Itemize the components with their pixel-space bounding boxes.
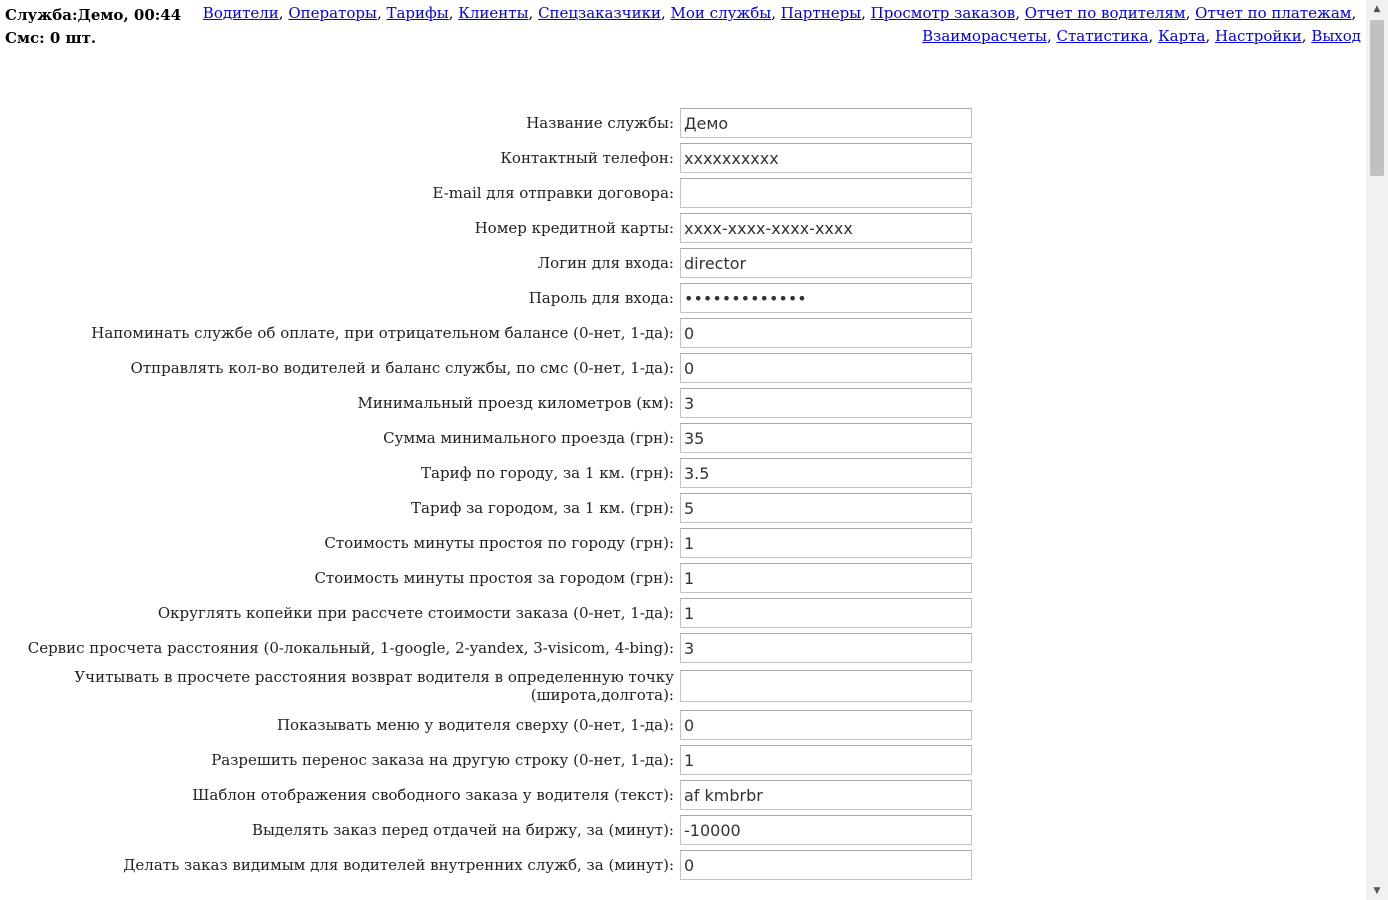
scroll-up-arrow-icon[interactable]: ▲ [1373, 4, 1381, 14]
status-panel [5, 4, 181, 50]
field-label: Стоимость минуты простоя по городу (грн): [324, 534, 674, 552]
nav-separator: , [528, 4, 539, 22]
form-row [0, 745, 1000, 775]
form-row [0, 213, 1000, 243]
settings-form [0, 108, 1000, 885]
settings-field-9[interactable] [680, 423, 972, 453]
settings-field-12[interactable] [680, 528, 972, 558]
settings-field-14[interactable] [680, 598, 972, 628]
settings-field-18[interactable] [680, 745, 972, 775]
nav-separator: , [448, 4, 459, 22]
form-row [0, 283, 1000, 313]
scroll-down-arrow-icon[interactable]: ▼ [1373, 886, 1381, 896]
field-label: Название службы: [526, 114, 674, 132]
nav-separator: , [1205, 27, 1216, 45]
form-row [0, 108, 1000, 138]
form-row [0, 388, 1000, 418]
settings-field-6[interactable] [680, 318, 972, 348]
settings-field-7[interactable] [680, 353, 972, 383]
field-label: Логин для входа: [537, 254, 674, 272]
field-label: Шаблон отображения свободного заказа у водителя (текст): [192, 786, 674, 804]
field-label: Тариф за городом, за 1 км. (грн): [411, 499, 674, 517]
field-label: Сумма минимального проезда (грн): [383, 429, 674, 447]
nav-separator: , [278, 4, 289, 22]
form-row [0, 318, 1000, 348]
form-row [0, 423, 1000, 453]
nav-link-13[interactable]: Настройки [1215, 27, 1302, 45]
nav-link-6[interactable]: Партнеры [780, 4, 862, 22]
settings-field-19[interactable] [680, 780, 972, 810]
nav-separator: , [1185, 4, 1196, 22]
nav-separator: , [1148, 27, 1159, 45]
settings-field-21[interactable] [680, 850, 972, 880]
settings-field-11[interactable] [680, 493, 972, 523]
field-label: Показывать меню у водителя сверху (0-нет, 1-да): [276, 716, 674, 734]
nav-link-11[interactable]: Статистика [1056, 27, 1149, 45]
field-label: Учитывать в просчете расстояния возврат водителя в определенную точку (широта,долгота): [74, 668, 674, 704]
nav-separator: , [1015, 4, 1025, 22]
settings-field-3[interactable] [680, 213, 972, 243]
field-label: E-mail для отправки договора: [432, 184, 674, 202]
settings-field-13[interactable] [680, 563, 972, 593]
nav-link-3[interactable]: Клиенты [458, 4, 529, 22]
settings-field-4[interactable] [680, 248, 972, 278]
vertical-scrollbar[interactable] [1366, 0, 1388, 900]
form-row [0, 248, 1000, 278]
settings-field-15[interactable] [680, 633, 972, 663]
settings-field-16[interactable] [680, 670, 972, 702]
field-label: Стоимость минуты простоя за городом (грн): [314, 569, 674, 587]
form-row [0, 633, 1000, 663]
form-row [0, 563, 1000, 593]
form-row [0, 780, 1000, 810]
settings-field-0[interactable] [680, 108, 972, 138]
settings-field-20[interactable] [680, 815, 972, 845]
form-row [0, 493, 1000, 523]
field-label: Делать заказ видимым для водителей внутренних служб, за (минут): [123, 856, 674, 874]
sms-count: Смс: 0 шт. [5, 29, 97, 47]
form-row [0, 353, 1000, 383]
field-label: Отправлять кол-во водителей и баланс службы, по смс (0-нет, 1-да): [130, 359, 674, 377]
form-row [0, 815, 1000, 845]
nav-separator: , [376, 4, 387, 22]
field-label: Номер кредитной карты: [474, 219, 674, 237]
form-row [0, 598, 1000, 628]
nav-separator: , [660, 4, 671, 22]
form-row [0, 710, 1000, 740]
nav-link-4[interactable]: Спецзаказчики [538, 4, 661, 22]
field-label: Тариф по городу, за 1 км. (грн): [421, 464, 674, 482]
nav-link-1[interactable]: Операторы [288, 4, 377, 22]
service-status: Служба:Демо, 00:44 [5, 6, 182, 24]
nav-link-10[interactable]: Взаиморасчеты [922, 27, 1047, 45]
form-row [0, 143, 1000, 173]
field-label: Напоминать службе об оплате, при отрицательном балансе (0-нет, 1-да): [91, 324, 674, 342]
nav-link-7[interactable]: Просмотр заказов [870, 4, 1016, 22]
nav-link-0[interactable]: Водители [202, 4, 279, 22]
field-label: Округлять копейки при рассчете стоимости заказа (0-нет, 1-да): [157, 604, 674, 622]
nav-separator: , [861, 4, 871, 22]
settings-field-1[interactable] [680, 143, 972, 173]
nav-separator: , [1351, 4, 1361, 22]
field-label: Минимальный проезд километров (км): [357, 394, 674, 412]
form-row [0, 668, 1000, 704]
field-label: Выделять заказ перед отдачей на биржу, за (минут): [251, 821, 674, 839]
form-row [0, 528, 1000, 558]
top-navigation [201, 2, 1361, 48]
settings-field-8[interactable] [680, 388, 972, 418]
field-label: Разрешить перенос заказа на другую строку (0-нет, 1-да): [211, 751, 674, 769]
nav-link-5[interactable]: Мои службы [670, 4, 772, 22]
nav-link-14[interactable]: Выход [1311, 27, 1361, 45]
field-label: Контактный телефон: [500, 149, 674, 167]
nav-link-8[interactable]: Отчет по водителям [1024, 4, 1186, 22]
field-label: Сервис просчета расстояния (0-локальный, 1-google, 2-yandex, 3-visicom, 4-bing): [27, 639, 674, 657]
nav-separator: , [1046, 27, 1057, 45]
nav-link-9[interactable]: Отчет по платежам [1195, 4, 1352, 22]
field-label: Пароль для входа: [528, 289, 674, 307]
form-row [0, 458, 1000, 488]
nav-link-12[interactable]: Карта [1158, 27, 1206, 45]
nav-separator: , [1301, 27, 1312, 45]
nav-separator: , [771, 4, 781, 22]
form-row [0, 850, 1000, 880]
form-row [0, 178, 1000, 208]
nav-link-2[interactable]: Тарифы [386, 4, 449, 22]
settings-field-10[interactable] [680, 458, 972, 488]
settings-field-17[interactable] [680, 710, 972, 740]
settings-field-2[interactable] [680, 178, 972, 208]
scrollbar-thumb[interactable] [1370, 20, 1384, 176]
password-field[interactable] [680, 283, 972, 313]
